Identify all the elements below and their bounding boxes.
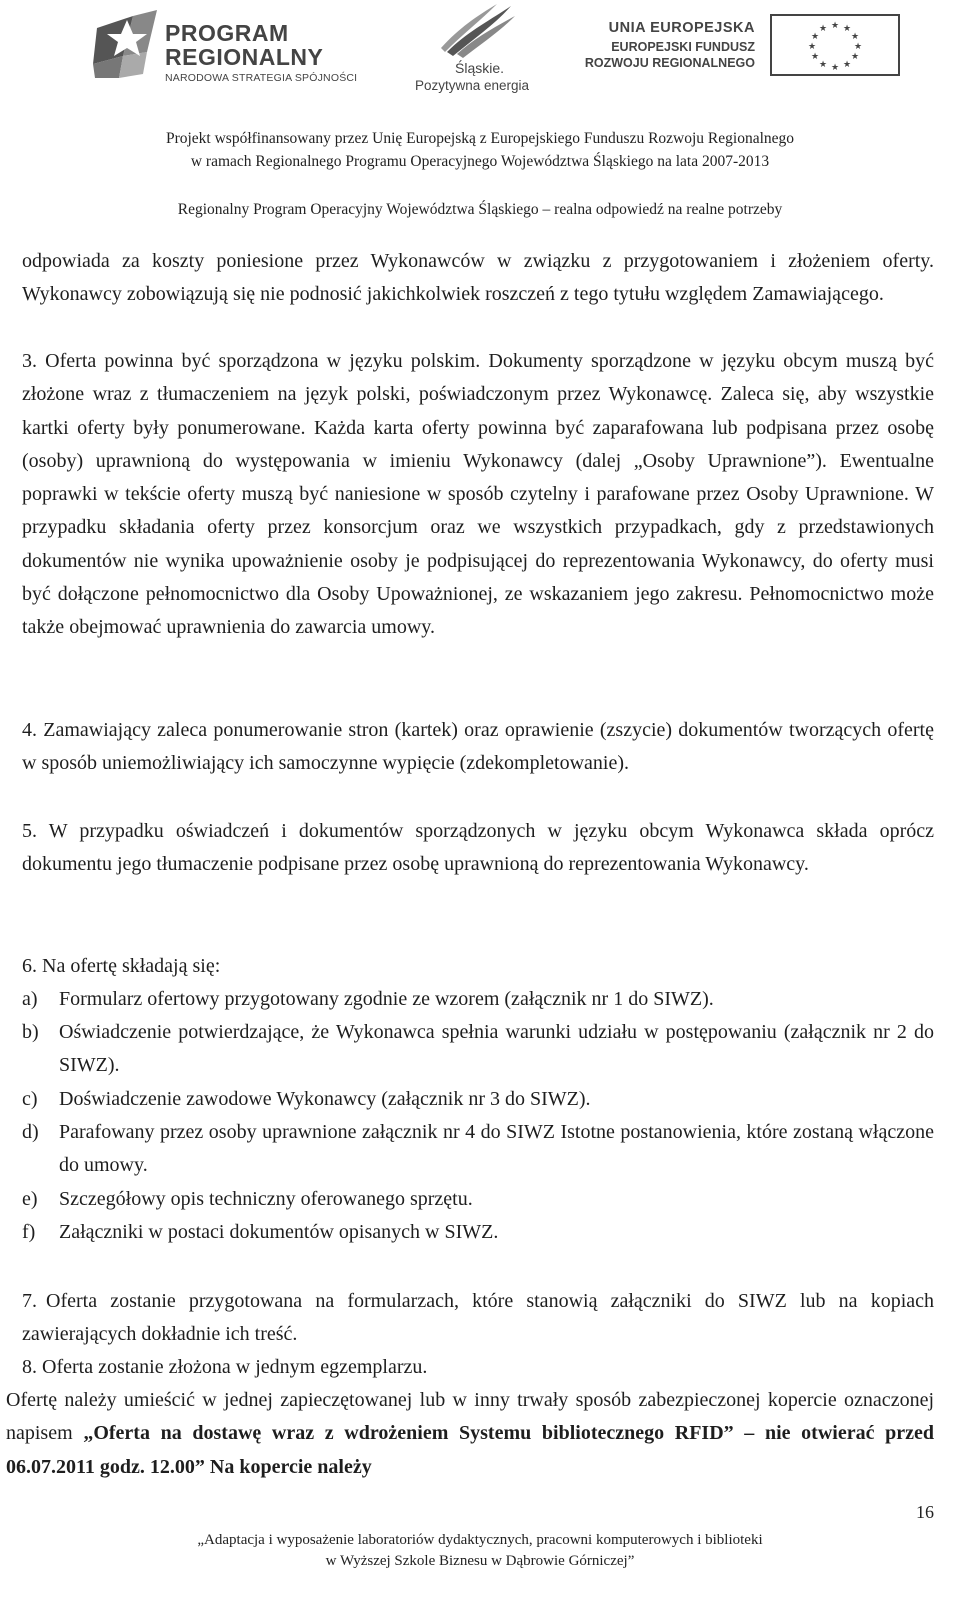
logo-mid-line2: Pozytywna energia	[415, 78, 530, 93]
svg-text:★: ★	[830, 21, 840, 31]
list-item	[22, 1216, 934, 1249]
list-item-text: Załączniki w postaci dokumentów opisanych w SIWZ.	[59, 1221, 499, 1243]
program-slogan: Regionalny Program Operacyjny Województwa Śląskiego – realna odpowiedź na realne potrzeby	[177, 201, 783, 218]
svg-text:★: ★	[842, 60, 852, 70]
list-item-label: d)	[22, 1121, 39, 1143]
list-item-text: Formularz ofertowy przygotowany zgodnie ze wzorem (załącznik nr 1 do SIWZ).	[59, 988, 714, 1010]
cofinancing-line-1: Projekt współfinansowany przez Unię Europejską z Europejskiego Funduszu Rozwoju Regionalnego	[165, 130, 795, 147]
list-item	[22, 1116, 934, 1183]
paragraph-final-bold: „Oferta na dostawę wraz z wdrożeniem Systemu bibliotecznego RFID” – nie otwierać przed 06.07.2011 godz. 12.00” Na kopercie należy	[6, 1422, 934, 1478]
list-item-label: c)	[22, 1088, 38, 1110]
svg-text:★: ★	[810, 52, 820, 62]
program-regionalny-logo	[85, 8, 375, 88]
paragraph-6-heading: 6. Na ofertę składają się:	[22, 955, 221, 977]
list-item-label: e)	[22, 1188, 38, 1210]
svg-text:★: ★	[807, 42, 817, 52]
logo-left-line2: REGIONALNY	[165, 44, 324, 70]
slaskie-logo	[405, 2, 555, 97]
logo-mid-line1: Śląskie.	[455, 60, 505, 76]
list-item-text: Parafowany przez osoby uprawnione załącznik nr 4 do SIWZ Istotne postanowienia, które zostaną włączone do umowy.	[59, 1121, 934, 1177]
paragraph-final	[6, 1384, 934, 1484]
paragraph-7-text: Oferta zostanie przygotowana na formularzach, które stanowią załączniki do SIWZ lub na kopiach zawierających dokładnie ich treść.	[22, 1290, 934, 1346]
svg-text:★: ★	[842, 24, 852, 34]
svg-text:★: ★	[818, 24, 828, 34]
logo-left-line3: NARODOWA STRATEGIA SPÓJNOŚCI	[165, 72, 358, 84]
eu-logo-line3: ROZWOJU REGIONALNEGO	[584, 56, 755, 70]
paragraph-7	[22, 1285, 934, 1352]
list-item	[22, 1183, 934, 1216]
paragraph-final-text: Ofertę należy umieścić w jednej zapieczętowanej lub w inny trwały sposób zabezpieczonej kopercie oznaczonej napisem	[6, 1389, 934, 1445]
svg-text:★: ★	[818, 60, 828, 70]
paragraph-8: 8. Oferta zostanie złożona w jednym egzemplarzu.	[22, 1356, 428, 1378]
list-item-label: b)	[22, 1021, 39, 1043]
eu-logo-line2: EUROPEJSKI FUNDUSZ	[611, 40, 755, 54]
svg-text:★: ★	[830, 63, 840, 73]
paragraph-7-label: 7.	[22, 1290, 37, 1312]
program-regionalny-mark-icon	[93, 8, 161, 80]
list-item	[22, 1016, 934, 1083]
eu-logo	[584, 14, 900, 74]
paragraph-intro: odpowiada za koszty poniesione przez Wykonawców w związku z przygotowaniem i złożeniem oferty. Wykonawcy zobowiązują się nie podnosić jakichkolwiek roszczeń z tego tytułu względem Zamawiającego.	[22, 250, 934, 306]
slaskie-swoosh-icon	[437, 2, 517, 60]
list-item-text: Szczegółowy opis techniczny oferowanego sprzętu.	[59, 1188, 473, 1210]
list-item-text: Doświadczenie zawodowe Wykonawcy (załącznik nr 3 do SIWZ).	[59, 1088, 591, 1110]
svg-text:★: ★	[850, 52, 860, 62]
paragraph-5: 5. W przypadku oświadczeń i dokumentów sporządzonych w języku obcym Wykonawca składa oprócz dokumentu jego tłumaczenie podpisane przez osobę uprawnioną do reprezentowania Wykonawcy.	[22, 820, 934, 876]
list-item-label: a)	[22, 988, 38, 1010]
logo-left-line1: PROGRAM	[165, 20, 289, 46]
svg-text:★: ★	[810, 32, 820, 42]
list-item-text: Oświadczenie potwierdzające, że Wykonawca spełnia warunki udziału w postępowaniu (załącznik nr 2 do SIWZ).	[59, 1021, 934, 1077]
page-number: 16	[916, 1502, 934, 1522]
eu-flag-icon	[770, 14, 900, 76]
list-item	[22, 983, 934, 1016]
svg-text:★: ★	[853, 42, 863, 52]
eu-logo-line1: UNIA EUROPEJSKA	[608, 20, 755, 36]
list-item-label: f)	[22, 1221, 36, 1243]
footer-line-2: w Wyższej Szkole Biznesu w Dąbrowie Górniczej”	[325, 1553, 635, 1569]
svg-text:★: ★	[850, 32, 860, 42]
cofinancing-line-2: w ramach Regionalnego Programu Operacyjnego Województwa Śląskiego na lata 2007-2013	[190, 153, 770, 170]
paragraph-4: 4. Zamawiający zaleca ponumerowanie stron (kartek) oraz oprawienie (zszycie) dokumentów tworzących ofertę w sposób uniemożliwiający ich samoczynne wypięcie (zdekompletowanie).	[22, 719, 934, 775]
footer-line-1: „Adaptacja i wyposażenie laboratoriów dydaktycznych, pracowni komputerowych i biblioteki	[197, 1532, 763, 1548]
list-item	[22, 1083, 934, 1116]
paragraph-3: 3. Oferta powinna być sporządzona w języku polskim. Dokumenty sporządzone w języku obcym muszą być złożone wraz z tłumaczeniem na język polski, poświadczonym przez Wykonawcę. Zaleca się, aby wszystkie kartki oferty były ponumerowane. Każda karta oferty powinna być zaparafowana lub podpisana przez osobę (osoby) uprawnioną do występowania w imieniu Wykonawcy (dalej „Osoby Uprawnione”). Ewentualne poprawki w tekście oferty muszą być naniesione w sposób czytelny i parafowane przez Osoby Uprawnione. W przypadku składania oferty przez konsorcjum oraz we wszystkich przypadkach, gdy z przedstawionych dokumentów nie wynika upoważnienie osoby je podpisującej do reprezentowania Wykonawcy, do oferty musi być dołączone pełnomocnictwo dla Osoby Upoważnionej, ze wskazaniem jego zakresu. Pełnomocnictwo może także obejmować uprawnienia do zawarcia umowy.	[22, 350, 934, 639]
